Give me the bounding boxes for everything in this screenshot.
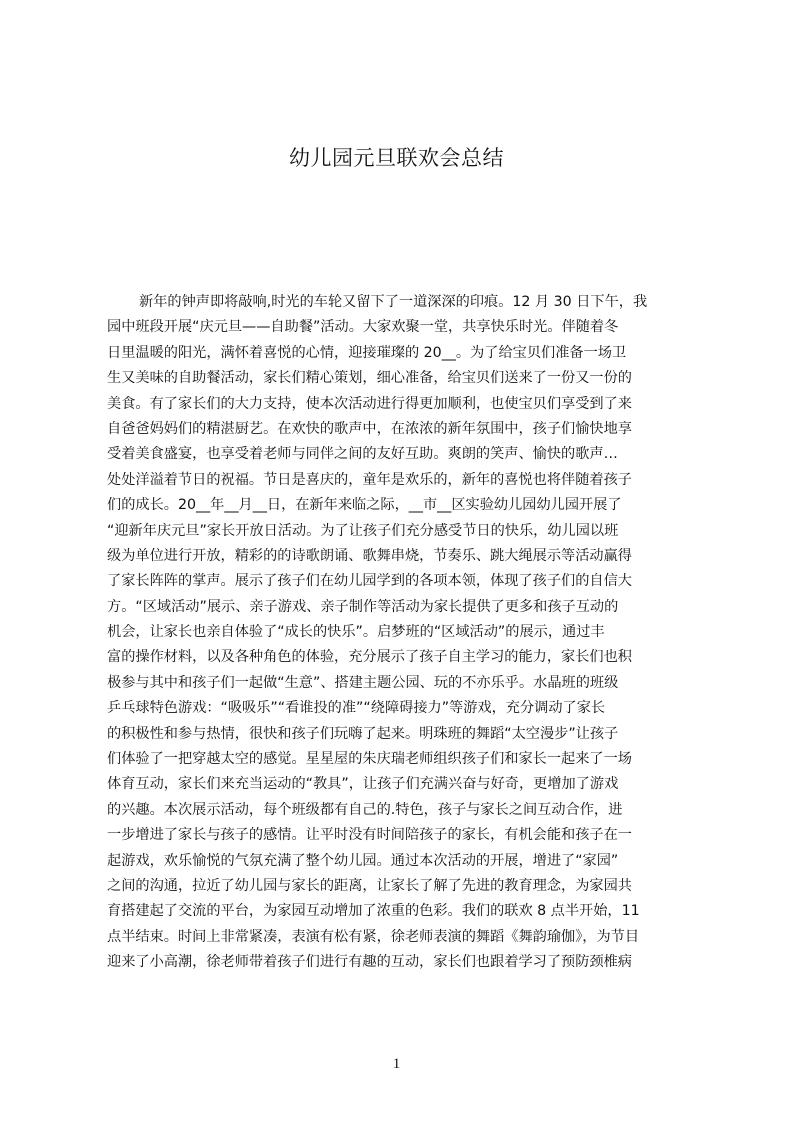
text-line: 富的操作材料，以及各种角色的体验，充分展示了孩子自主学习的能力，家长们也积 — [107, 649, 632, 666]
text-line: 生又美味的自助餐活动，家长们精心策划，细心准备，给宝贝们送来了一份又一份的 — [107, 370, 632, 387]
text-line: 自爸爸妈妈们的精湛厨艺。在欢快的歌声中，在浓浓的新年氛围中，孩子们愉快地享 — [107, 420, 632, 437]
document-title: 幼儿园元旦联欢会总结 — [289, 146, 504, 170]
text-line: 机会，让家长也亲自体验了“成长的快乐”。启梦班的“区域活动”的展示，通过丰 — [107, 624, 605, 641]
page-number: 1 — [392, 1056, 401, 1072]
text-line: 日里温暖的阳光，满怀着喜悦的心情，迎接璀璨的 20__。为了给宝贝们准备一场卫 — [107, 344, 627, 361]
text-line: 美食。有了家长们的大力支持，使本次活动进行得更加顺利，也使宝贝们享受到了来 — [107, 395, 632, 412]
text-line: 起游戏，欢乐愉悦的气氛充满了整个幼儿园。通过本次活动的开展，增进了“家园” — [107, 852, 619, 869]
text-line: 处处洋溢着节日的祝福。节日是喜庆的，童年是欢乐的，新年的喜悦也将伴随着孩子 — [107, 471, 632, 488]
text-line: 的积极性和参与热情，很快和孩子们玩嗨了起来。明珠班的舞蹈“太空漫步”让孩子 — [107, 725, 619, 742]
text-line: “迎新年庆元旦”家长开放日活动。为了让孩子们充分感受节日的快乐，幼儿园以班 — [107, 522, 619, 539]
text-line: 们的成长。20__年__月__日，在新年来临之际，__市__区实验幼儿园幼儿园开展了 — [107, 497, 622, 514]
text-line: 一步增进了家长与孩子的感情。让平时没有时间陪孩子的家长，有机会能和孩子在一 — [107, 827, 632, 844]
text-line: 级为单位进行开放，精彩的的诗歌朗诵、歌舞串烧，节奏乐、跳大绳展示等活动赢得 — [107, 547, 632, 564]
text-line: 园中班段开展“庆元旦——自助餐”活动。大家欢聚一堂，共享快乐时光。伴随着冬 — [107, 319, 619, 336]
text-line: 育搭建起了交流的平台，为家园互动增加了浓重的色彩。我们的联欢 8 点半开始，11 — [107, 903, 640, 920]
text-line: 迎来了小高潮，徐老师带着孩子们进行有趣的互动，家长们也跟着学习了预防颈椎病 — [107, 954, 632, 971]
text-line: 方。“区域活动”展示、亲子游戏、亲子制作等活动为家长提供了更多和孩子互动的 — [107, 598, 619, 615]
text-line: 的兴趣。本次展示活动，每个班级都有自己的.特色，孩子与家长之间互动合作，进 — [107, 801, 623, 818]
text-line: 了家长阵阵的掌声。展示了孩子们在幼儿园学到的各项本领，体现了孩子们的自信大 — [107, 573, 632, 590]
text-line: 点半结束。时间上非常紧凑，表演有松有紧，徐老师表演的舞蹈《舞韵瑜伽》，为节目 — [107, 928, 640, 945]
text-line: 们体验了一把穿越太空的感觉。星星屋的朱庆瑞老师组织孩子们和家长一起来了一场 — [107, 751, 632, 768]
text-line: 极参与其中和孩子们一起做“生意”、搭建主题公园、玩的不亦乐乎。水晶班的班级 — [107, 674, 619, 691]
text-line: 之间的沟通，拉近了幼儿园与家长的距离，让家长了解了先进的教育理念，为家园共 — [107, 877, 632, 894]
text-line: 乒乓球特色游戏：“吸吸乐”“看谁投的准”“绕障碍接力”等游戏，充分调动了家长 — [107, 700, 606, 717]
text-line: 体育互动，家长们来充当运动的“教具”，让孩子们充满兴奋与好奇，更增加了游戏 — [107, 776, 619, 793]
body-paragraph — [107, 290, 699, 1010]
text-line: 受着美食盛宴，也享受着老师与同伴之间的友好互助。爽朗的笑声、愉快的歌声… — [107, 446, 618, 463]
text-line: 新年的钟声即将敲响,时光的车轮又留下了一道深深的印痕。12 月 30 日下午，我 — [139, 294, 648, 310]
